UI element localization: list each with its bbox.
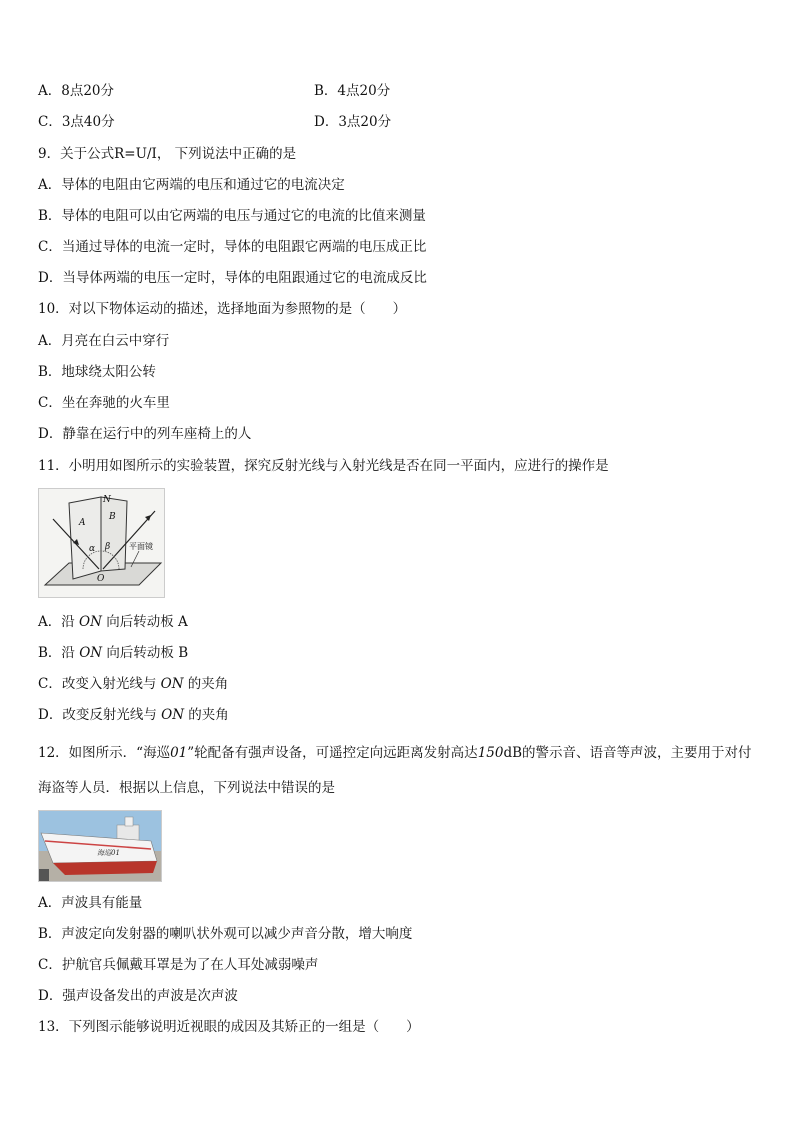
q11-option-d-var: ON: [161, 707, 185, 723]
q12-ship-number: 01: [170, 745, 188, 761]
q11-option-b-var: ON: [79, 645, 103, 661]
q9-option-c: C．当通过导体的电流一定时，导体的电阻跟它两端的电压成正比: [38, 239, 427, 255]
q12-option-b: B．声波定向发射器的喇叭状外观可以减少声音分散，增大响度: [38, 926, 413, 942]
q10-option-d: D．静靠在运行中的列车座椅上的人: [38, 426, 252, 442]
q12-stem-line1: [38, 744, 752, 762]
q12-decibel-value: 150: [477, 745, 504, 761]
q9-stem: 9．关于公式R=U/I， 下列说法中正确的是: [38, 146, 297, 162]
q11-option-c: [38, 675, 228, 693]
origin-label: O: [97, 574, 105, 584]
alpha-label: α: [89, 544, 96, 554]
q10-option-a: A．月亮在白云中穿行: [38, 333, 170, 349]
q11-option-a-post: 向后转动板 A: [101, 614, 188, 630]
q12-stem-part-b: ”轮配备有强声设备，可遥控定向远距离发射高达: [187, 745, 478, 761]
q12-option-d: D．强声设备发出的声波是次声波: [38, 988, 238, 1004]
q8-option-b: B．4点20分: [314, 83, 391, 99]
q8-option-d: D．3点20分: [314, 114, 392, 130]
normal-label: N: [103, 495, 111, 505]
q10-option-c: C．坐在奔驰的火车里: [38, 395, 170, 411]
reflection-diagram: [39, 489, 164, 597]
reflection-experiment-figure: [38, 488, 165, 598]
ship-photo-figure: [38, 810, 162, 882]
q11-option-a-var: ON: [79, 614, 102, 630]
q11-option-c-var: ON: [160, 676, 184, 692]
q11-option-a-pre: A．沿: [38, 614, 80, 630]
q13-stem: 13．下列图示能够说明近视眼的成因及其矫正的一组是（ ）: [38, 1019, 420, 1035]
q8-option-c: C．3点40分: [38, 114, 115, 130]
q10-option-b: B．地球绕太阳公转: [38, 364, 156, 380]
q8-option-a: A．8点20分: [38, 83, 115, 99]
q12-stem-part-c: dB的警示音、语音等声波，主要用于对付: [503, 745, 752, 761]
mirror-label: 平面镜: [129, 542, 153, 551]
q11-stem: 11．小明用如图所示的实验装置，探究反射光线与入射光线是否在同一平面内，应进行的操作是: [38, 458, 609, 474]
beta-label: β: [105, 542, 111, 552]
q11-option-b: [38, 644, 188, 662]
q11-option-b-pre: B．沿: [38, 645, 80, 661]
q12-option-c: C．护航官兵佩戴耳罩是为了在人耳处减弱噪声: [38, 957, 319, 973]
q11-option-b-post: 向后转动板 B: [102, 645, 189, 661]
q12-option-a: A．声波具有能量: [38, 895, 143, 911]
q11-option-d: [38, 706, 229, 724]
q11-option-c-post: 的夹角: [183, 676, 229, 692]
board-b-label: B: [109, 512, 116, 522]
q12-stem-part-a: 12．如图所示．“海巡: [38, 745, 171, 761]
board-a-label: A: [79, 518, 86, 528]
q9-option-a: A．导体的电阻由它两端的电压和通过它的电流决定: [38, 177, 345, 193]
ship-hull-text: 海巡01: [97, 849, 120, 857]
ship-photo: [39, 811, 161, 881]
q12-stem-line2: 海盗等人员．根据以上信息，下列说法中错误的是: [38, 780, 335, 796]
q9-option-d: D．当导体两端的电压一定时，导体的电阻跟通过它的电流成反比: [38, 270, 427, 286]
q10-stem: 10．对以下物体运动的描述，选择地面为参照物的是（ ）: [38, 301, 407, 317]
q11-option-c-pre: C．改变入射光线与: [38, 676, 161, 692]
q11-option-d-pre: D．改变反射光线与: [38, 707, 162, 723]
q11-option-a: [38, 613, 188, 631]
q11-option-d-post: 的夹角: [184, 707, 229, 723]
q9-option-b: B．导体的电阻可以由它两端的电压与通过它的电流的比值来测量: [38, 208, 426, 224]
